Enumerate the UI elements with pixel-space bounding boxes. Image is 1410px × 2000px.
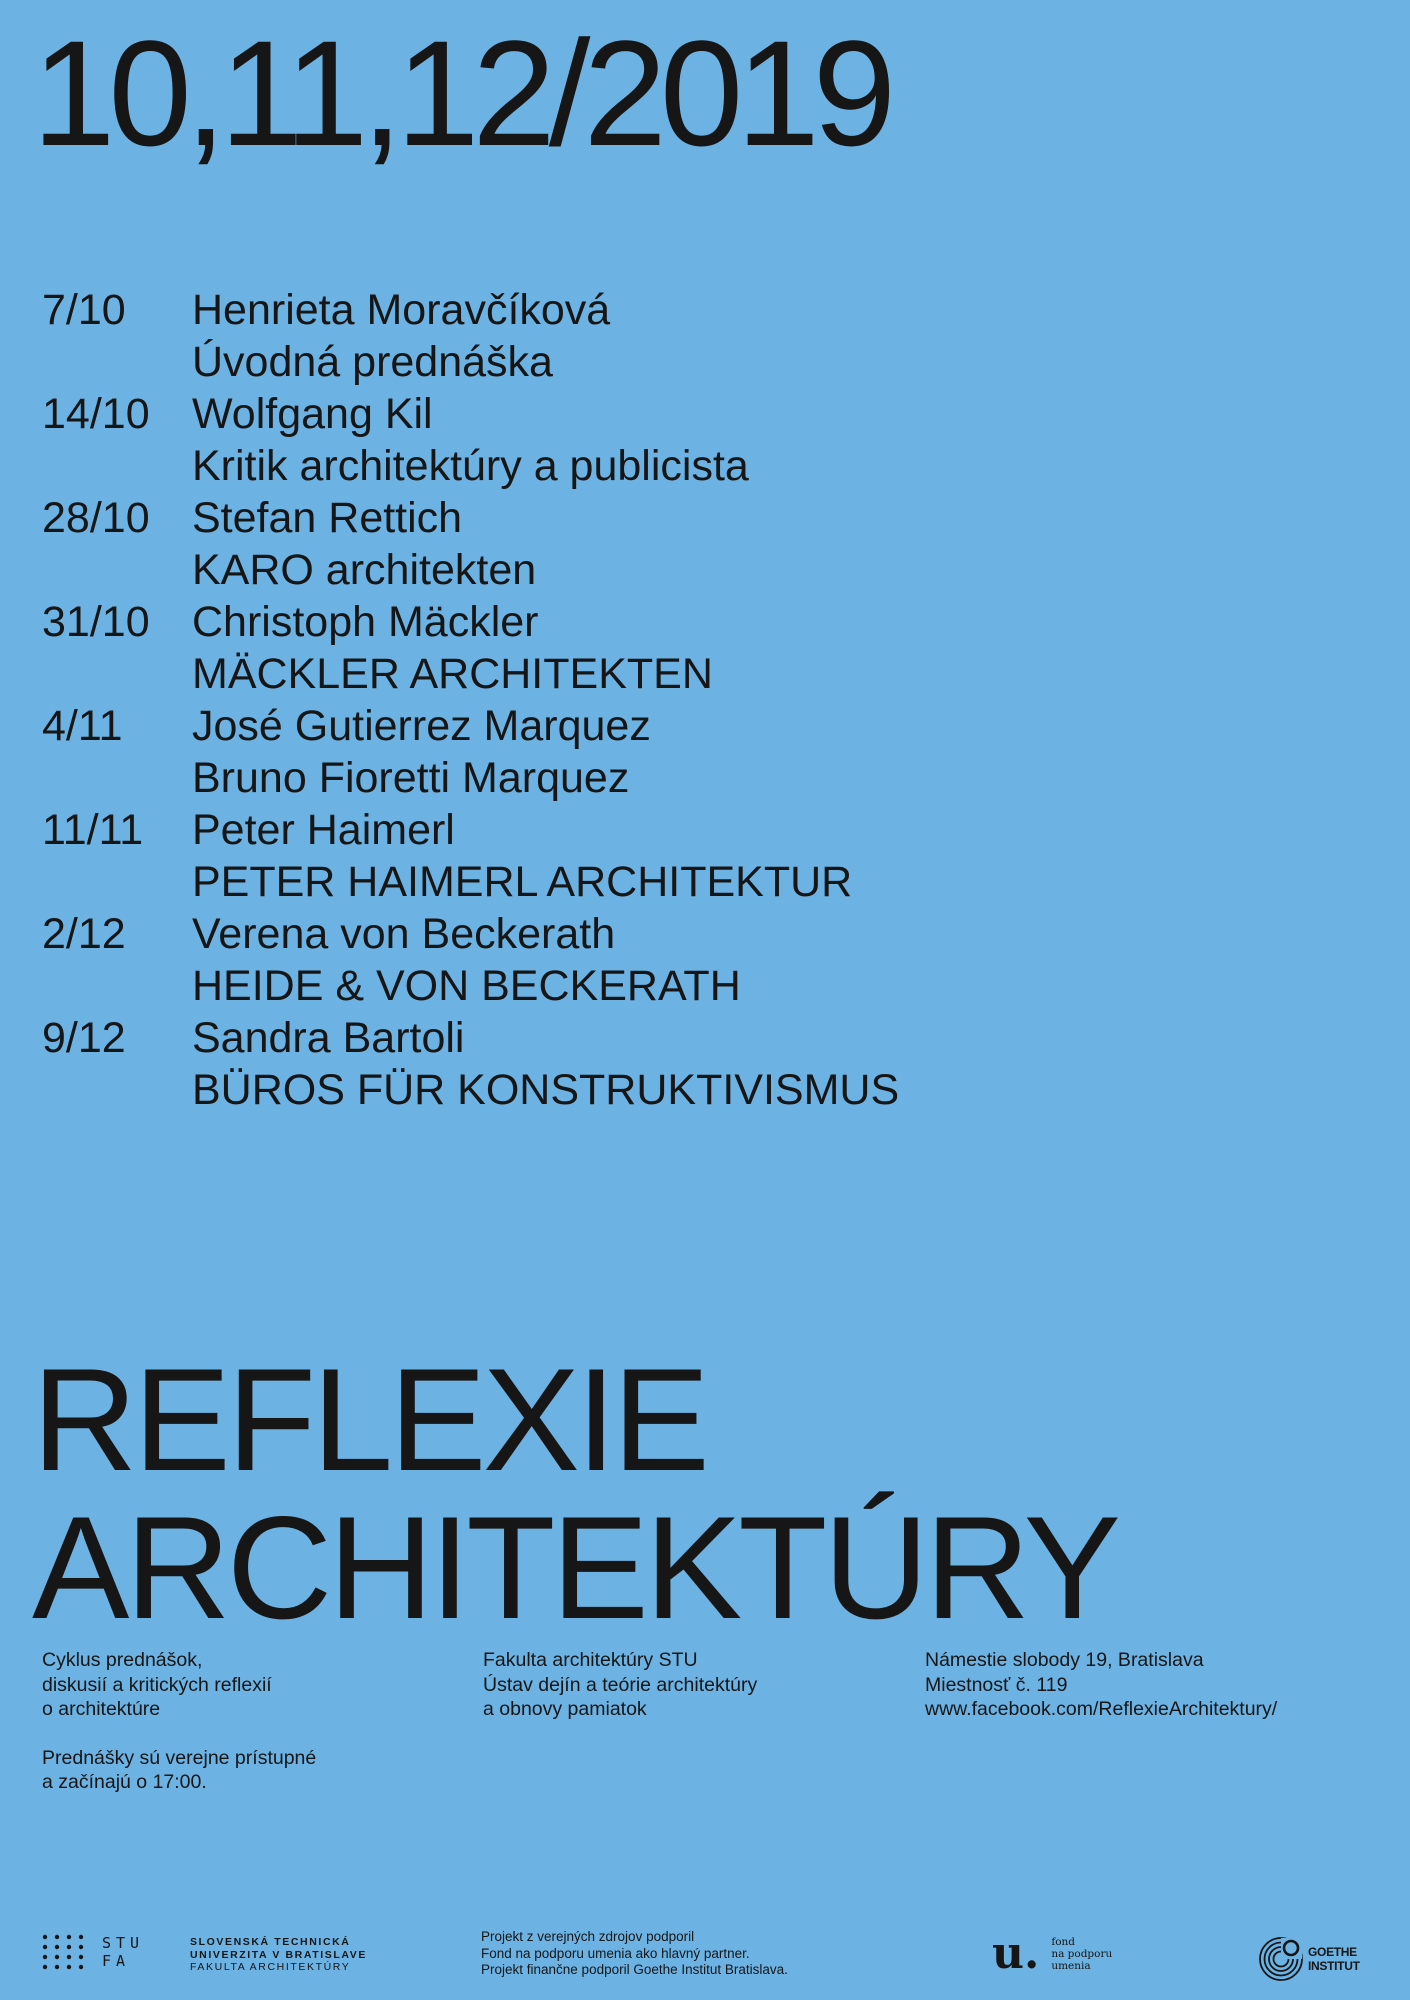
- main-title: [32, 1338, 1117, 1649]
- goethe-line: GOETHE: [1308, 1945, 1357, 1959]
- venue-info: [925, 1648, 1277, 1722]
- lecture-date: 4/11: [42, 702, 123, 750]
- university-name: [190, 1936, 367, 1974]
- dates-title: 10,11,12/2019: [32, 9, 890, 177]
- info-line: diskusií a kritických reflexií: [42, 1673, 272, 1696]
- lecture-date: 14/10: [42, 390, 150, 438]
- lecture-detail: Bruno Fioretti Marquez: [192, 754, 630, 802]
- lecture-item: [42, 596, 899, 700]
- faculty-line: FAKULTA ARCHITEKTÚRY: [190, 1961, 351, 1973]
- funding-line: Fond na podporu umenia ako hlavný partner.: [481, 1945, 750, 1961]
- lecture-item: [42, 388, 899, 492]
- info-line: Fakulta architektúry STU: [483, 1649, 698, 1671]
- lecture-date: 2/12: [42, 910, 126, 958]
- goethe-line: INSTITUT: [1308, 1959, 1360, 1973]
- lecture-item: [42, 908, 899, 1012]
- facebook-link[interactable]: www.facebook.com/ReflexieArchitektury/: [925, 1698, 1278, 1720]
- lecture-detail: BÜROS FÜR KONSTRUKTIVISMUS: [192, 1066, 900, 1114]
- footer: [0, 1920, 1410, 1980]
- info-line: Prednášky sú verejne prístupné: [42, 1746, 317, 1769]
- info-line: Ústav dejín a teórie architektúry: [483, 1673, 758, 1696]
- series-description: [42, 1648, 316, 1795]
- organizer-info: [483, 1648, 757, 1722]
- stu-letters: [102, 1934, 144, 1970]
- goethe-institut-logo: [1258, 1936, 1360, 1982]
- info-line: a začínajú o 17:00.: [42, 1771, 207, 1793]
- lecture-detail: Kritik architektúry a publicista: [192, 442, 749, 490]
- funding-line: Projekt finančne podporil Goethe Institut Bratislava.: [481, 1962, 788, 1977]
- lecturer-name: Henrieta Moravčíková: [192, 286, 611, 334]
- stu-letter-line: FA: [102, 1952, 131, 1970]
- funding-note: [481, 1929, 788, 1979]
- fpu-line: fond: [1051, 1936, 1076, 1948]
- lecture-item: [42, 284, 899, 388]
- fpu-mark-icon: u.: [992, 1928, 1040, 1979]
- stu-letter-line: STU: [102, 1934, 145, 1952]
- lecture-date: 9/12: [42, 1014, 126, 1062]
- lecture-detail: MÄCKLER ARCHITEKTEN: [192, 650, 713, 698]
- lecturer-name: Stefan Rettich: [192, 494, 463, 542]
- lecture-date: 11/11: [42, 806, 144, 854]
- lecture-date: 31/10: [42, 598, 150, 646]
- info-line: Miestnosť č. 119: [925, 1673, 1068, 1696]
- fpu-line: umenia: [1051, 1960, 1091, 1972]
- info-line: a obnovy pamiatok: [483, 1698, 647, 1720]
- lecturer-name: Sandra Bartoli: [192, 1014, 465, 1062]
- lecture-detail: KARO architekten: [192, 546, 537, 594]
- main-title-line: ARCHITEKTÚRY: [32, 1486, 1117, 1649]
- lecturer-name: Peter Haimerl: [192, 806, 455, 854]
- info-line: o architektúre: [42, 1698, 161, 1720]
- main-title-line: REFLEXIE: [32, 1338, 706, 1501]
- fpu-text: [1051, 1934, 1112, 1972]
- lecture-date: 7/10: [42, 286, 126, 334]
- lecture-item: [42, 700, 899, 804]
- lecturer-name: Wolfgang Kil: [192, 390, 433, 438]
- stu-dots-icon: [42, 1934, 92, 1970]
- lecture-date: 28/10: [42, 494, 150, 542]
- info-line: Námestie slobody 19, Bratislava: [925, 1649, 1204, 1671]
- lecture-item: [42, 492, 899, 596]
- fpu-line: na podporu: [1051, 1948, 1113, 1960]
- lecture-detail: Úvodná prednáška: [192, 338, 553, 386]
- stu-fa-logo: [42, 1934, 144, 1970]
- lecture-detail: PETER HAIMERL ARCHITEKTUR: [192, 858, 853, 906]
- lecture-item: [42, 804, 899, 908]
- lecture-detail: HEIDE & VON BECKERATH: [192, 962, 741, 1010]
- goethe-swirl-icon: [1258, 1936, 1304, 1982]
- lecture-schedule: [42, 284, 899, 1116]
- university-line: SLOVENSKÁ TECHNICKÁ: [190, 1936, 351, 1948]
- info-line: Cyklus prednášok,: [42, 1649, 203, 1671]
- university-line: UNIVERZITA V BRATISLAVE: [190, 1948, 367, 1961]
- fpu-logo: [992, 1928, 1113, 1979]
- lecturer-name: José Gutierrez Marquez: [192, 702, 651, 750]
- lecture-item: [42, 1012, 899, 1116]
- lecturer-name: Verena von Beckerath: [192, 910, 616, 958]
- lecturer-name: Christoph Mäckler: [192, 598, 539, 646]
- funding-line: Projekt z verejných zdrojov podporil: [481, 1929, 695, 1944]
- goethe-text: [1308, 1945, 1360, 1973]
